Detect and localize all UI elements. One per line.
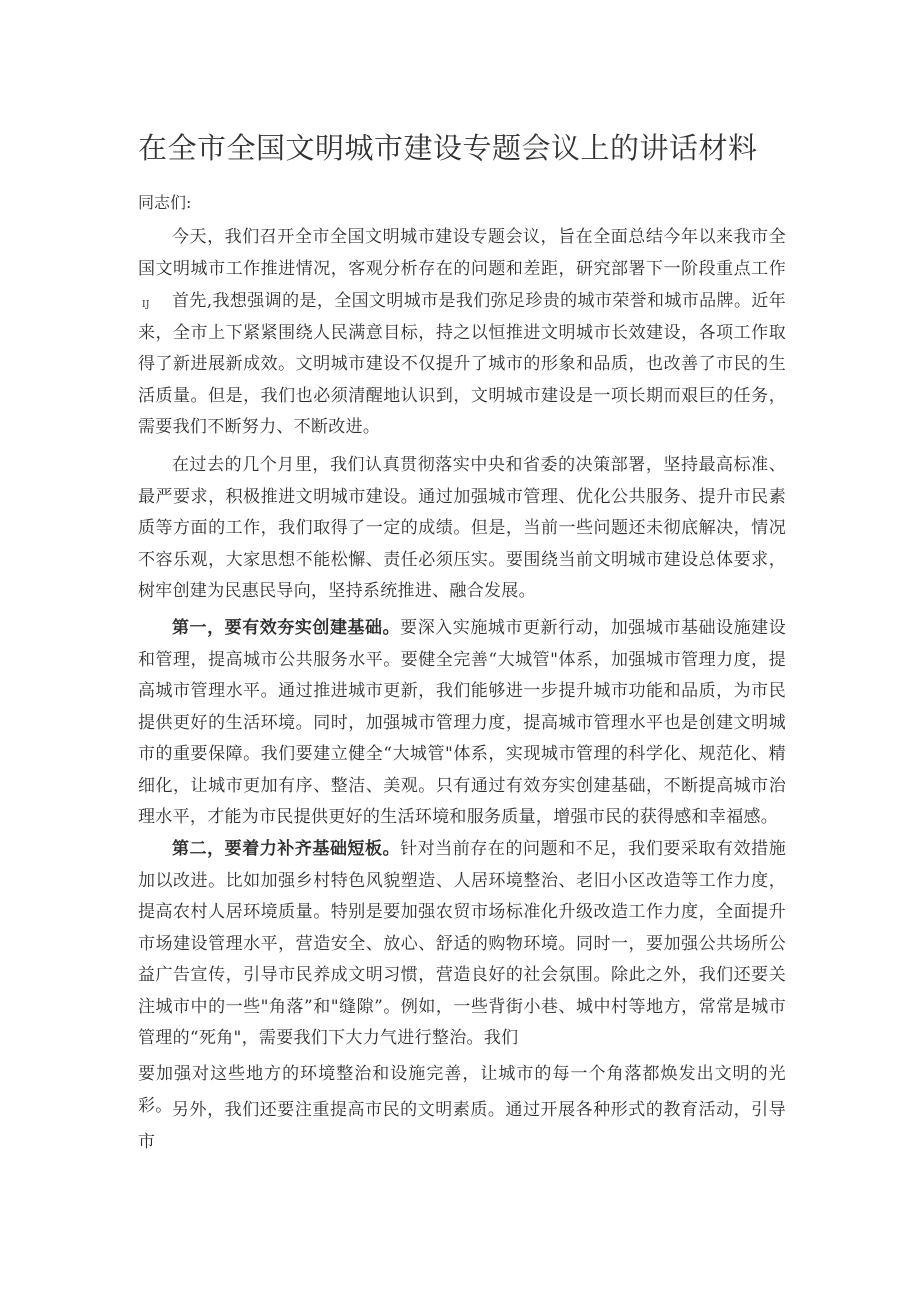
- paragraph-5: [138, 834, 786, 1055]
- paragraph-4: [138, 613, 786, 834]
- paragraph-3: [138, 450, 786, 608]
- document-title: 在全市全国文明城市建设专题会议上的讲话材料: [138, 131, 758, 165]
- paragraph-lead: 第二，要着力补齐基础短板。: [172, 839, 401, 859]
- paragraph-text: 要深入实施城市更新行动，加强城市基础设施建设和管理，提高城市公共服务水平。要健全完善“大城管"体系，加强城市管理力度，提高城市管理水平。通过推进城市更新，我们能够进一步提升城市功能和品质，为市民提供更好的生活环境。同时，加强城市管理力度，提高城市管理水平也是创建文明城市的重要保障。我们要建立健全“大城管"体系，实现城市管理的科学化、规范化、精细化，让城市更加有序、整洁、美观。只有通过有效夯实创建基础，不断提高城市治理水平，才能为市民提供更好的生活环境和服务质量，增强市民的获得感和幸福感。: [138, 618, 786, 827]
- paragraph-lead: 第一，要有效夯实创建基础。: [172, 618, 401, 638]
- paragraph-mark: IJ: [142, 300, 150, 310]
- paragraph-text: 针对当前存在的问题和不足，我们要采取有效措施加以改进。比如加强乡村特色风貌塑造、人居环境整治、老旧小区改造等工作力度，提高农村人居环境质量。特别是要加强农贸市场标准化升级改造工作力度，全面提升市场建设管理水平，营造安全、放心、舒适的购物环境。同时一，要加强公共场所公益广告宣传，引导市民养成文明习惯，营造良好的社会氛围。除此之外，我们还要关注城市中的一些"角落”和"缝隙”。例如，一些背街小巷、城中村等地方，常常是城市管理的“死角"，需要我们下大力气进行整治。我们: [138, 839, 786, 1048]
- paragraph-text: 另外，我们还要注重提高市民的文明素质。通过开展各种形式的教育活动，引导市: [138, 1100, 786, 1152]
- paragraph-7: [138, 1095, 786, 1158]
- paragraph-2: [138, 286, 786, 444]
- paragraph-text: 在过去的几个月里，我们认真贯彻落实中央和省委的决策部署，坚持最高标准、最严要求，积极推进文明城市建设。通过加强城市管理、优化公共服务、提升市民素质等方面的工作，我们取得了一定的成绩。但是，当前一些问题还未彻底解决，情况不容乐观，大家思想不能松懈、责任必须压实。要围绕当前文明城市建设总体要求，树牢创建为民惠民导向，坚持系统推进、融合发展。: [138, 455, 786, 601]
- salutation: 同志们:: [138, 193, 192, 212]
- paragraph-text: 今天，我们召开全市全国文明城市建设专题会议，旨在全面总结今年以来我市全国文明城市工作推进情况，客观分析存在的问题和差距，研究部署下一阶段重点工作: [138, 227, 786, 279]
- paragraph-text: 首先,我想强调的是，全国文明城市是我们弥足珍贵的城市荣誉和城市品牌。近年来，全市上下紧紧围绕人民满意目标，持之以恒推进文明城市长效建设，各项工作取得了新进展新成效。文明城市建设不仅提升了城市的形象和品质，也改善了市民的生活质量。但是，我们也必须清醒地认识到，文明城市建设是一项长期而艰巨的任务，需要我们不断努力、不断改进。: [138, 291, 786, 437]
- paragraph-text: 要加强对这些地方的环境整治和设施完善，让城市的每一个角落都焕发出文明的光彩。: [138, 1064, 786, 1116]
